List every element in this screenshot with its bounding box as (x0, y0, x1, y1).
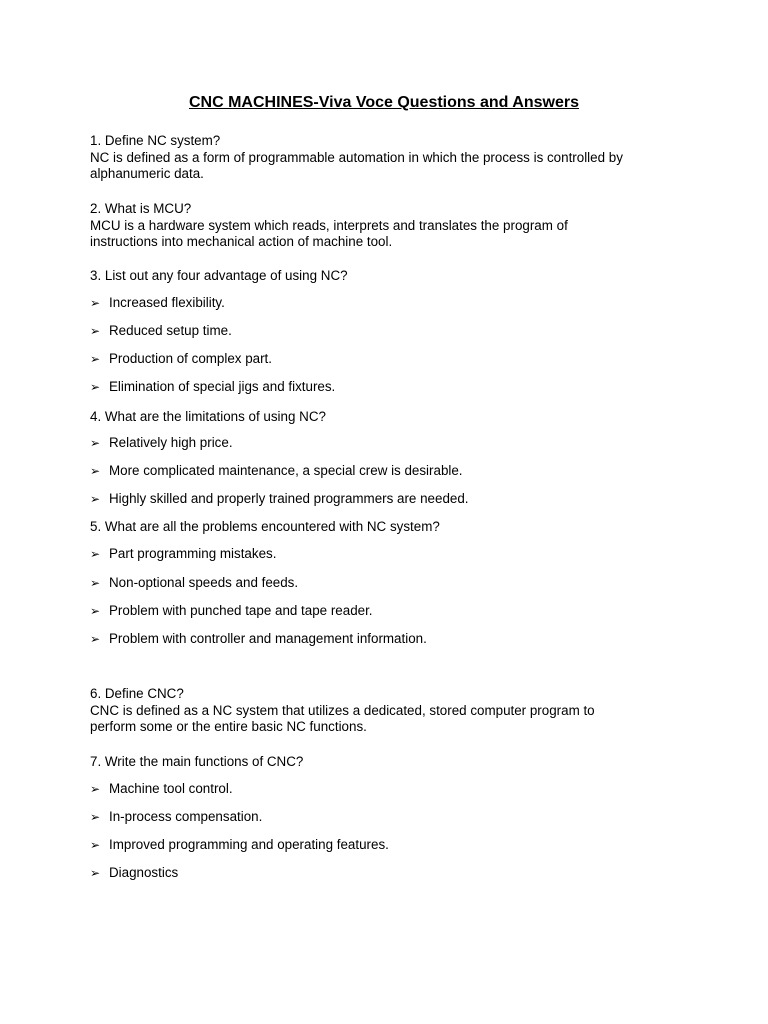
list-item (90, 575, 298, 592)
list-item-text: Problem with punched tape and tape reader. (109, 603, 373, 618)
bullet-arrow-icon: ➢ (90, 380, 101, 394)
answer-1-line-2: alphanumeric data. (90, 166, 204, 181)
answer-2-line-1: MCU is a hardware system which reads, interprets and translates the program of (90, 217, 568, 233)
list-item (90, 463, 463, 480)
bullet-arrow-icon: ➢ (90, 576, 101, 590)
bullet-arrow-icon: ➢ (90, 296, 101, 310)
bullet-arrow-icon: ➢ (90, 352, 101, 366)
list-item (90, 603, 373, 620)
question-5: 5. What are all the problems encountered with NC system? (90, 519, 440, 534)
qa-section-3 (90, 268, 690, 285)
bullet-arrow-icon: ➢ (90, 604, 101, 618)
list-item-text: More complicated maintenance, a special crew is desirable. (109, 463, 463, 478)
bullet-arrow-icon: ➢ (90, 464, 101, 478)
qa-section-2 (90, 201, 690, 251)
list-item-text: Improved programming and operating features. (109, 837, 389, 852)
qa-section-4 (90, 409, 690, 426)
answer-2-line-2: instructions into mechanical action of machine tool. (90, 234, 393, 249)
list-item (90, 351, 272, 368)
bullet-arrow-icon: ➢ (90, 866, 101, 880)
list-item-text: In-process compensation. (109, 809, 263, 824)
answer-6-line-1: CNC is defined as a NC system that utilizes a dedicated, stored computer program to (90, 702, 595, 718)
question-6: 6. Define CNC? (90, 686, 184, 701)
bullet-arrow-icon: ➢ (90, 547, 101, 561)
bullet-arrow-icon: ➢ (90, 324, 101, 338)
list-item (90, 631, 427, 648)
bullet-arrow-icon: ➢ (90, 810, 101, 824)
question-7: 7. Write the main functions of CNC? (90, 754, 304, 769)
list-item-text: Diagnostics (109, 865, 179, 880)
answer-6-line-2: perform some or the entire basic NC functions. (90, 719, 367, 734)
list-item (90, 809, 262, 826)
list-item-text: Relatively high price. (109, 435, 233, 450)
qa-section-6 (90, 686, 690, 736)
qa-section-7 (90, 754, 690, 771)
list-item (90, 546, 276, 563)
bullet-arrow-icon: ➢ (90, 436, 101, 450)
bullet-arrow-icon: ➢ (90, 632, 101, 646)
list-item (90, 435, 233, 452)
list-item (90, 491, 469, 508)
question-1: 1. Define NC system? (90, 133, 221, 148)
list-item-text: Elimination of special jigs and fixtures. (109, 379, 336, 394)
list-item-text: Machine tool control. (109, 781, 233, 796)
qa-section-5 (90, 519, 690, 536)
list-item-text: Increased flexibility. (109, 295, 225, 310)
list-item (90, 323, 232, 340)
bullet-arrow-icon: ➢ (90, 838, 101, 852)
list-item (90, 379, 335, 396)
list-item (90, 295, 225, 312)
list-item-text: Production of complex part. (109, 351, 273, 366)
list-item-text: Part programming mistakes. (109, 546, 277, 561)
list-item (90, 781, 233, 798)
list-item-text: Highly skilled and properly trained programmers are needed. (109, 491, 469, 506)
list-item (90, 837, 389, 854)
question-3: 3. List out any four advantage of using NC? (90, 268, 348, 283)
question-4: 4. What are the limitations of using NC? (90, 409, 326, 424)
bullet-arrow-icon: ➢ (90, 492, 101, 506)
bullet-arrow-icon: ➢ (90, 782, 101, 796)
answer-1-line-1: NC is defined as a form of programmable automation in which the process is controlled by (90, 149, 623, 165)
list-item-text: Problem with controller and management information. (109, 631, 427, 646)
list-item (90, 865, 178, 882)
list-item-text: Non-optional speeds and feeds. (109, 575, 299, 590)
qa-section-1 (90, 133, 690, 183)
question-2: 2. What is MCU? (90, 201, 192, 216)
document-title: CNC MACHINES-Viva Voce Questions and Answers (188, 94, 579, 111)
list-item-text: Reduced setup time. (109, 323, 232, 338)
